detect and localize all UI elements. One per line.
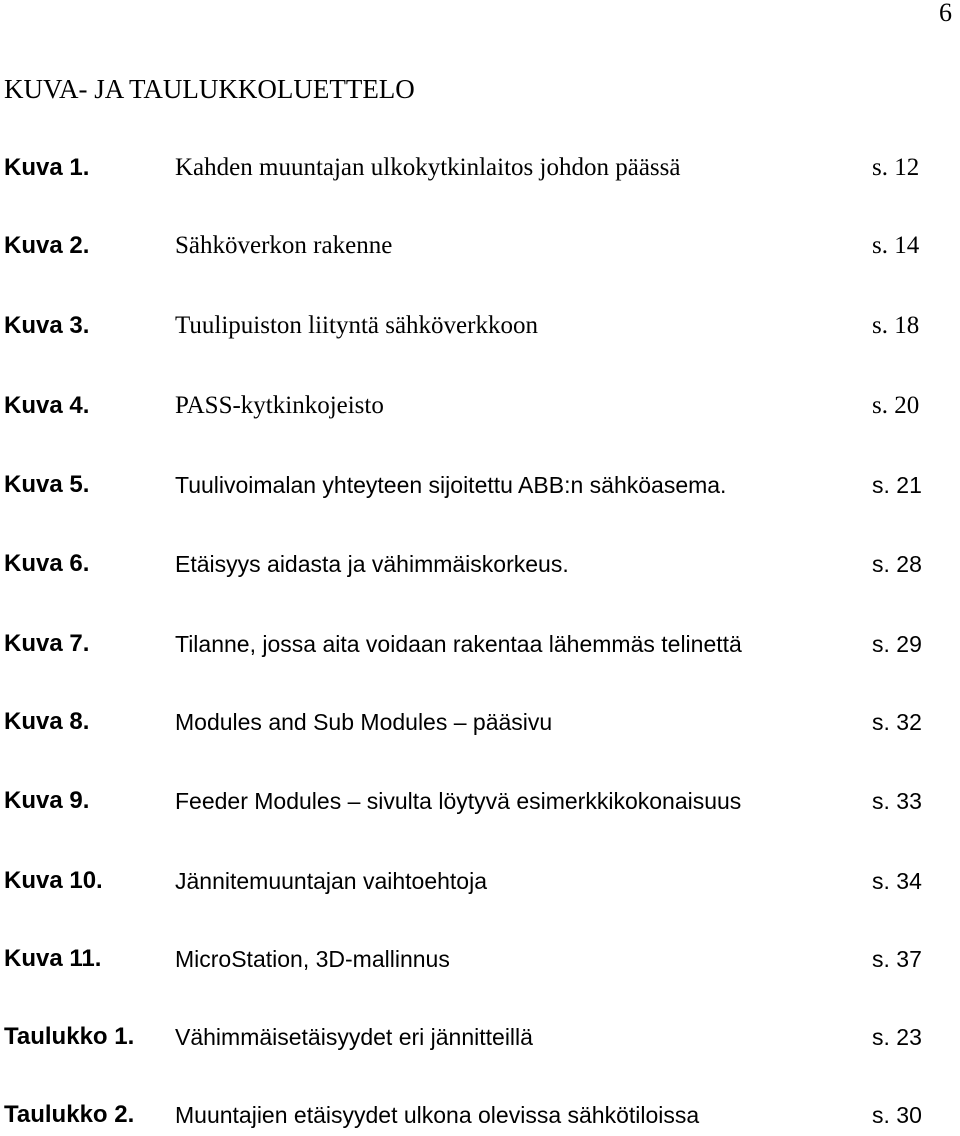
entry-page: s. 23 — [872, 1024, 922, 1050]
entry-label: Kuva 2. — [4, 232, 90, 259]
entry-page: s. 30 — [872, 1102, 922, 1128]
entry-label: Kuva 9. — [4, 787, 90, 814]
entry-title: Vähimmäisetäisyydet eri jännitteillä — [175, 1024, 533, 1050]
entry-page: s. 21 — [872, 472, 922, 498]
entry-label: Taulukko 2. — [4, 1101, 135, 1128]
list-item — [0, 311, 960, 347]
list-item — [0, 1022, 960, 1058]
list-item — [0, 391, 960, 427]
entry-title: Tuulipuiston liityntä sähköverkkoon — [175, 312, 538, 339]
entry-label: Kuva 6. — [4, 550, 90, 577]
entry-page: s. 32 — [872, 709, 922, 735]
entry-label: Kuva 3. — [4, 312, 90, 339]
entry-label: Taulukko 1. — [4, 1023, 135, 1050]
entry-page: s. 12 — [872, 154, 920, 181]
entry-title: PASS-kytkinkojeisto — [175, 392, 384, 419]
page-title: KUVA- JA TAULUKKOLUETTELO — [4, 74, 415, 104]
list-item — [0, 231, 960, 267]
entry-title: Etäisyys aidasta ja vähimmäiskorkeus. — [175, 551, 569, 577]
entry-label: Kuva 1. — [4, 154, 90, 181]
entry-title: Muuntajien etäisyydet ulkona olevissa sähkötiloissa — [175, 1102, 700, 1128]
entry-title: Sähköverkon rakenne — [175, 232, 393, 259]
list-item — [0, 629, 960, 665]
entry-label: Kuva 5. — [4, 471, 90, 498]
entry-label: Kuva 4. — [4, 392, 90, 419]
entry-title: Tilanne, jossa aita voidaan rakentaa lähemmäs telinettä — [175, 631, 742, 657]
entry-page: s. 29 — [872, 631, 922, 657]
list-item — [0, 786, 960, 822]
entry-title: Kahden muuntajan ulkokytkinlaitos johdon päässä — [175, 154, 681, 181]
entry-page: s. 34 — [872, 868, 922, 894]
entry-title: MicroStation, 3D-mallinnus — [175, 946, 450, 972]
entry-title: Jännitemuuntajan vaihtoehtoja — [175, 868, 488, 894]
list-item — [0, 153, 960, 189]
page-number: 6 — [939, 0, 952, 27]
entry-label: Kuva 8. — [4, 708, 90, 735]
entry-page: s. 20 — [872, 392, 920, 419]
entry-title: Feeder Modules – sivulta löytyvä esimerkkikokonaisuus — [175, 788, 742, 814]
entry-page: s. 14 — [872, 232, 920, 259]
entry-page: s. 28 — [872, 551, 922, 577]
entry-page: s. 37 — [872, 946, 922, 972]
entry-title: Tuulivoimalan yhteyteen sijoitettu ABB:n sähköasema. — [175, 472, 727, 498]
entry-label: Kuva 10. — [4, 867, 103, 894]
entry-label: Kuva 11. — [4, 945, 102, 972]
list-item — [0, 549, 960, 585]
list-item — [0, 1100, 960, 1136]
entry-title: Modules and Sub Modules – pääsivu — [175, 709, 553, 735]
list-item — [0, 470, 960, 506]
list-item — [0, 866, 960, 902]
entry-label: Kuva 7. — [4, 630, 90, 657]
list-item — [0, 944, 960, 980]
entry-page: s. 33 — [872, 788, 922, 814]
entry-page: s. 18 — [872, 312, 920, 339]
list-item — [0, 707, 960, 743]
